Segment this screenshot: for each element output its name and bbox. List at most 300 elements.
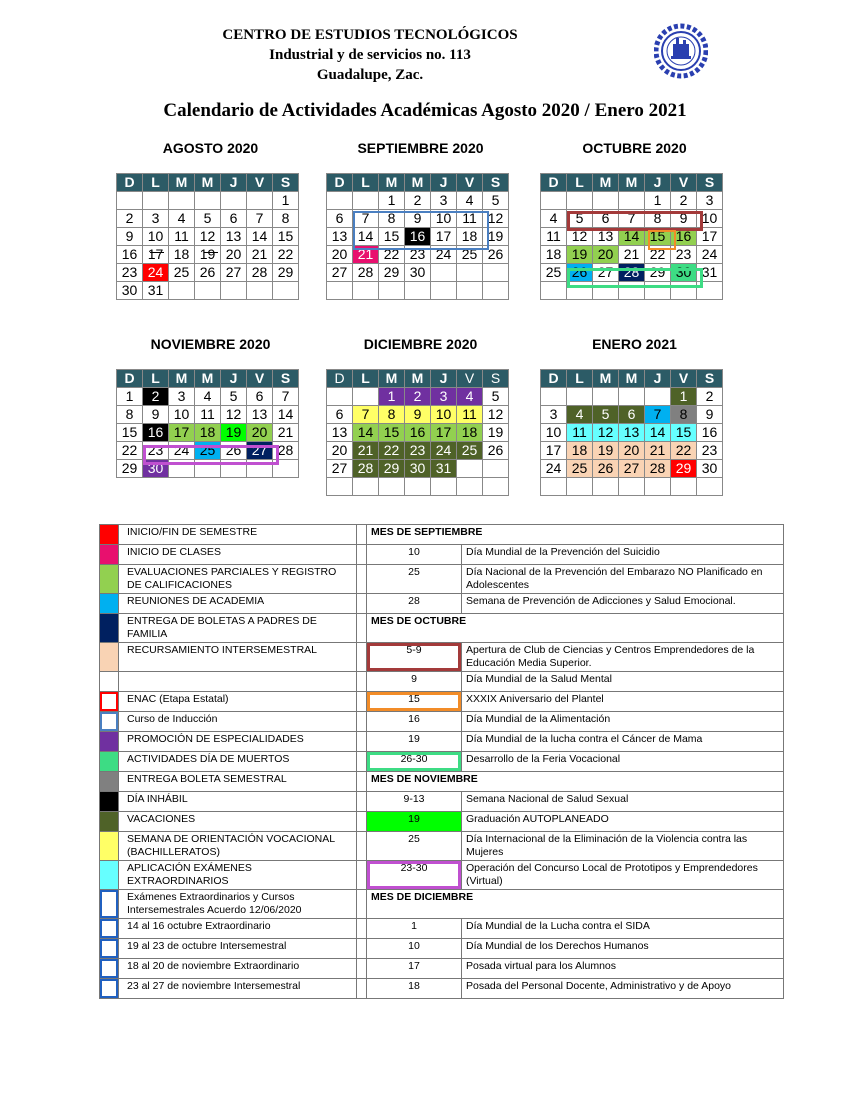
day-cell: 21 — [273, 424, 299, 442]
month-title: AGOSTO 2020 — [162, 140, 259, 156]
legend-row — [100, 772, 784, 792]
day-header: J — [431, 370, 457, 388]
legend-row — [100, 959, 784, 979]
day-header: V — [457, 370, 483, 388]
day-cell: 28 — [619, 264, 645, 282]
month-grid — [326, 369, 509, 496]
day-cell: 12 — [483, 406, 509, 424]
legend-label: RECURSAMIENTO INTERSEMESTRAL — [119, 643, 357, 672]
day-cell — [379, 478, 405, 496]
legend-label: 18 al 20 de noviembre Extraordinario — [119, 959, 357, 979]
day-cell: 8 — [379, 210, 405, 228]
day-cell: 30 — [117, 282, 143, 300]
legend-spacer — [357, 959, 367, 979]
day-cell: 24 — [169, 442, 195, 460]
day-cell: 19 — [221, 424, 247, 442]
day-cell: 10 — [431, 406, 457, 424]
event-description: Día Mundial de los Derechos Humanos — [462, 939, 784, 959]
event-date: 18 — [367, 979, 462, 999]
legend-table — [99, 524, 784, 999]
day-cell — [541, 478, 567, 496]
day-cell: 19 — [483, 424, 509, 442]
event-description: XXXIX Aniversario del Plantel — [462, 692, 784, 712]
day-cell: 15 — [379, 424, 405, 442]
legend-row — [100, 545, 784, 565]
day-cell: 5 — [593, 406, 619, 424]
day-cell: 8 — [645, 210, 671, 228]
legend-label: PROMOCIÓN DE ESPECIALIDADES — [119, 732, 357, 752]
event-description: Día Mundial de la lucha contra el Cáncer de Mama — [462, 732, 784, 752]
day-cell — [541, 192, 567, 210]
event-date: 23-30 — [367, 861, 462, 890]
school-location: Guadalupe, Zac. — [316, 67, 424, 83]
day-cell: 27 — [221, 264, 247, 282]
day-cell: 17 — [143, 246, 169, 264]
day-cell: 31 — [431, 460, 457, 478]
legend-spacer — [357, 565, 367, 594]
day-cell — [619, 388, 645, 406]
day-header: J — [645, 174, 671, 192]
legend-label: APLICACIÓN EXÁMENES EXTRAORDINARIOS — [119, 861, 357, 890]
legend-spacer — [357, 672, 367, 692]
day-cell: 23 — [117, 264, 143, 282]
day-cell — [247, 192, 273, 210]
day-cell: 8 — [379, 406, 405, 424]
legend-swatch — [100, 732, 119, 752]
day-cell — [379, 282, 405, 300]
day-cell: 12 — [221, 406, 247, 424]
legend-spacer — [357, 643, 367, 672]
day-cell: 5 — [221, 388, 247, 406]
day-cell: 15 — [273, 228, 299, 246]
day-cell: 7 — [619, 210, 645, 228]
day-cell: 6 — [619, 406, 645, 424]
month-title: OCTUBRE 2020 — [582, 140, 687, 156]
day-cell: 6 — [593, 210, 619, 228]
day-cell — [327, 192, 353, 210]
event-description: Día Internacional de la Eliminación de la Violencia contra las Mujeres — [462, 832, 784, 861]
legend-label: Curso de Inducción — [119, 712, 357, 732]
event-description: Día Mundial de la Prevención del Suicidio — [462, 545, 784, 565]
day-cell: 14 — [619, 228, 645, 246]
day-cell: 17 — [431, 424, 457, 442]
legend-spacer — [357, 861, 367, 890]
day-header: S — [483, 174, 509, 192]
day-cell: 17 — [169, 424, 195, 442]
day-cell — [327, 478, 353, 496]
day-cell: 26 — [483, 442, 509, 460]
legend-label: ACTIVIDADES DÍA DE MUERTOS — [119, 752, 357, 772]
day-header: S — [697, 370, 723, 388]
day-cell — [353, 282, 379, 300]
day-cell — [169, 460, 195, 478]
day-cell: 3 — [541, 406, 567, 424]
event-description: Día Mundial de la Salud Mental — [462, 672, 784, 692]
day-cell — [457, 460, 483, 478]
legend-label: INICIO/FIN DE SEMESTRE — [119, 525, 357, 545]
legend-label: SEMANA DE ORIENTACIÓN VOCACIONAL (BACHILLERATOS) — [119, 832, 357, 861]
day-cell: 12 — [593, 424, 619, 442]
day-header: S — [483, 370, 509, 388]
legend-label: 14 al 16 octubre Extraordinario — [119, 919, 357, 939]
day-cell — [273, 282, 299, 300]
day-cell — [457, 264, 483, 282]
day-header: L — [143, 370, 169, 388]
day-cell — [431, 478, 457, 496]
day-cell — [671, 282, 697, 300]
day-header: V — [457, 174, 483, 192]
day-cell — [327, 388, 353, 406]
day-cell: 9 — [405, 210, 431, 228]
month-section-header: MES DE SEPTIEMBRE — [367, 525, 784, 545]
day-cell: 26 — [483, 246, 509, 264]
day-cell: 30 — [671, 264, 697, 282]
day-cell: 4 — [169, 210, 195, 228]
event-date: 15 — [367, 692, 462, 712]
legend-row — [100, 692, 784, 712]
day-cell: 14 — [353, 424, 379, 442]
day-cell — [457, 478, 483, 496]
day-cell: 23 — [405, 246, 431, 264]
day-cell: 5 — [483, 388, 509, 406]
day-cell: 1 — [273, 192, 299, 210]
legend-swatch — [100, 565, 119, 594]
day-cell: 29 — [117, 460, 143, 478]
day-header: M — [195, 370, 221, 388]
month-title: NOVIEMBRE 2020 — [150, 336, 271, 352]
day-cell: 9 — [143, 406, 169, 424]
legend-spacer — [357, 712, 367, 732]
day-header: S — [273, 370, 299, 388]
day-cell — [645, 282, 671, 300]
day-header: D — [327, 174, 353, 192]
day-cell: 18 — [195, 424, 221, 442]
day-cell — [619, 282, 645, 300]
day-cell: 1 — [117, 388, 143, 406]
day-cell — [697, 282, 723, 300]
legend-label: ENTREGA DE BOLETAS A PADRES DE FAMILIA — [119, 614, 357, 643]
month-title: SEPTIEMBRE 2020 — [357, 140, 484, 156]
school-name: CENTRO DE ESTUDIOS TECNOLÓGICOS — [222, 27, 518, 43]
underline-19 — [204, 252, 218, 253]
legend-swatch — [100, 672, 119, 692]
month-title: DICIEMBRE 2020 — [363, 336, 478, 352]
day-cell — [247, 460, 273, 478]
event-date: 16 — [367, 712, 462, 732]
day-cell: 13 — [327, 424, 353, 442]
day-cell — [483, 460, 509, 478]
day-cell: 4 — [457, 388, 483, 406]
day-cell: 22 — [117, 442, 143, 460]
day-cell: 26 — [567, 264, 593, 282]
day-cell: 18 — [567, 442, 593, 460]
day-cell: 5 — [483, 192, 509, 210]
day-cell: 17 — [431, 228, 457, 246]
day-cell — [483, 478, 509, 496]
legend-spacer — [357, 919, 367, 939]
day-cell: 10 — [143, 228, 169, 246]
day-cell — [697, 478, 723, 496]
month-section-header: MES DE DICIEMBRE — [367, 890, 784, 919]
day-cell: 16 — [697, 424, 723, 442]
legend-label: EVALUACIONES PARCIALES Y REGISTRO DE CALIFICACIONES — [119, 565, 357, 594]
day-cell — [353, 478, 379, 496]
legend-spacer — [357, 692, 367, 712]
day-cell: 2 — [697, 388, 723, 406]
legend-row — [100, 832, 784, 861]
day-cell: 16 — [671, 228, 697, 246]
page-title: Calendario de Actividades Académicas Agosto 2020 / Enero 2021 — [163, 100, 687, 121]
day-cell: 2 — [143, 388, 169, 406]
day-cell: 23 — [671, 246, 697, 264]
day-cell: 19 — [567, 246, 593, 264]
legend-spacer — [357, 594, 367, 614]
school-subtitle: Industrial y de servicios no. 113 — [269, 47, 471, 63]
day-cell: 14 — [645, 424, 671, 442]
day-cell: 18 — [457, 424, 483, 442]
day-cell: 16 — [117, 246, 143, 264]
day-cell: 2 — [117, 210, 143, 228]
day-cell: 25 — [457, 442, 483, 460]
day-cell: 11 — [169, 228, 195, 246]
legend-row — [100, 643, 784, 672]
legend-swatch — [100, 614, 119, 643]
day-cell: 27 — [327, 460, 353, 478]
day-header: L — [353, 370, 379, 388]
legend-label: VACACIONES — [119, 812, 357, 832]
day-cell: 9 — [671, 210, 697, 228]
month-grid — [116, 173, 299, 300]
legend-spacer — [357, 979, 367, 999]
legend-swatch — [100, 792, 119, 812]
day-cell: 10 — [169, 406, 195, 424]
event-date: 9 — [367, 672, 462, 692]
day-header: M — [169, 370, 195, 388]
day-cell — [457, 282, 483, 300]
day-cell — [405, 282, 431, 300]
day-cell — [619, 478, 645, 496]
day-cell — [431, 264, 457, 282]
event-description: Día Nacional de la Prevención del Embarazo NO Planificado en Adolescentes — [462, 565, 784, 594]
day-cell: 1 — [379, 388, 405, 406]
day-cell: 26 — [195, 264, 221, 282]
day-cell — [567, 388, 593, 406]
legend-spacer — [357, 772, 367, 792]
day-cell: 22 — [645, 246, 671, 264]
day-header: L — [143, 174, 169, 192]
day-cell: 14 — [353, 228, 379, 246]
month-grid — [540, 369, 723, 496]
legend-swatch — [100, 832, 119, 861]
legend-row — [100, 672, 784, 692]
month-grid — [326, 173, 509, 300]
day-cell: 14 — [273, 406, 299, 424]
day-cell — [593, 478, 619, 496]
day-cell: 9 — [117, 228, 143, 246]
day-cell: 23 — [405, 442, 431, 460]
day-cell: 18 — [169, 246, 195, 264]
day-cell: 31 — [697, 264, 723, 282]
day-cell: 17 — [697, 228, 723, 246]
day-header: V — [247, 370, 273, 388]
day-cell: 25 — [169, 264, 195, 282]
day-cell: 29 — [671, 460, 697, 478]
event-date: 26-30 — [367, 752, 462, 772]
day-cell: 29 — [273, 264, 299, 282]
day-cell — [593, 282, 619, 300]
day-cell: 11 — [457, 406, 483, 424]
legend-row — [100, 525, 784, 545]
legend-row — [100, 732, 784, 752]
legend-swatch — [100, 752, 119, 772]
legend-label: REUNIONES DE ACADEMIA — [119, 594, 357, 614]
legend-swatch — [100, 979, 119, 999]
day-cell — [431, 282, 457, 300]
day-cell: 30 — [405, 460, 431, 478]
day-cell: 13 — [593, 228, 619, 246]
day-cell — [645, 478, 671, 496]
day-cell — [671, 478, 697, 496]
day-cell: 20 — [327, 246, 353, 264]
day-cell — [195, 282, 221, 300]
event-date: 9-13 — [367, 792, 462, 812]
day-cell — [169, 282, 195, 300]
day-header: M — [379, 370, 405, 388]
day-cell: 5 — [567, 210, 593, 228]
legend-spacer — [357, 525, 367, 545]
day-cell: 27 — [247, 442, 273, 460]
month-section-header: MES DE OCTUBRE — [367, 614, 784, 643]
day-cell: 17 — [541, 442, 567, 460]
legend-swatch — [100, 525, 119, 545]
day-cell: 21 — [645, 442, 671, 460]
legend-row — [100, 919, 784, 939]
day-header: J — [431, 174, 457, 192]
legend-label: 23 al 27 de noviembre Intersemestral — [119, 979, 357, 999]
legend-spacer — [357, 545, 367, 565]
day-cell — [483, 282, 509, 300]
day-cell — [619, 192, 645, 210]
day-cell: 3 — [697, 192, 723, 210]
day-header: M — [619, 370, 645, 388]
day-cell: 24 — [143, 264, 169, 282]
day-cell: 13 — [619, 424, 645, 442]
legend-label: 19 al 23 de octubre Intersemestral — [119, 939, 357, 959]
day-cell: 24 — [431, 246, 457, 264]
legend-swatch — [100, 594, 119, 614]
day-cell: 16 — [405, 424, 431, 442]
day-cell: 24 — [431, 442, 457, 460]
day-cell — [483, 264, 509, 282]
day-cell: 21 — [247, 246, 273, 264]
day-cell — [169, 192, 195, 210]
day-cell — [567, 282, 593, 300]
day-cell: 22 — [379, 442, 405, 460]
event-date: 1 — [367, 919, 462, 939]
day-cell: 21 — [353, 246, 379, 264]
day-cell: 8 — [671, 406, 697, 424]
day-cell: 7 — [353, 210, 379, 228]
day-cell: 13 — [247, 406, 273, 424]
day-cell: 10 — [431, 210, 457, 228]
day-cell: 20 — [327, 442, 353, 460]
day-header: L — [567, 174, 593, 192]
legend-swatch — [100, 812, 119, 832]
day-cell: 20 — [593, 246, 619, 264]
day-cell: 22 — [379, 246, 405, 264]
day-cell: 16 — [143, 424, 169, 442]
legend-row — [100, 890, 784, 919]
day-cell: 12 — [483, 210, 509, 228]
day-header: V — [247, 174, 273, 192]
day-header: M — [593, 370, 619, 388]
day-cell: 25 — [195, 442, 221, 460]
day-header: L — [353, 174, 379, 192]
day-cell: 2 — [405, 192, 431, 210]
day-cell: 11 — [541, 228, 567, 246]
day-cell — [353, 192, 379, 210]
day-cell: 26 — [221, 442, 247, 460]
day-cell: 12 — [567, 228, 593, 246]
legend-spacer — [357, 832, 367, 861]
legend-swatch — [100, 939, 119, 959]
day-cell: 25 — [567, 460, 593, 478]
day-header: M — [195, 174, 221, 192]
legend-row — [100, 861, 784, 890]
day-header: J — [645, 370, 671, 388]
legend-label: DÍA INHÁBIL — [119, 792, 357, 812]
day-header: D — [541, 174, 567, 192]
day-header: M — [405, 174, 431, 192]
day-cell: 3 — [431, 192, 457, 210]
event-description: Apertura de Club de Ciencias y Centros Emprendedores de la Educación Media Superior. — [462, 643, 784, 672]
month-grid — [540, 173, 723, 300]
day-header: M — [593, 174, 619, 192]
day-cell: 6 — [221, 210, 247, 228]
legend-swatch — [100, 890, 119, 919]
day-cell — [405, 478, 431, 496]
legend-swatch — [100, 692, 119, 712]
day-cell — [143, 192, 169, 210]
day-cell: 15 — [379, 228, 405, 246]
day-header: J — [221, 370, 247, 388]
day-cell: 18 — [457, 228, 483, 246]
day-header: D — [117, 370, 143, 388]
event-date: 19 — [367, 812, 462, 832]
event-description: Graduación AUTOPLANEADO — [462, 812, 784, 832]
legend-spacer — [357, 614, 367, 643]
day-cell: 29 — [379, 460, 405, 478]
day-cell: 25 — [541, 264, 567, 282]
day-cell: 28 — [353, 460, 379, 478]
day-cell: 25 — [457, 246, 483, 264]
day-cell: 15 — [671, 424, 697, 442]
day-cell: 19 — [483, 228, 509, 246]
day-cell: 3 — [169, 388, 195, 406]
day-header: M — [169, 174, 195, 192]
day-header: S — [697, 174, 723, 192]
event-description: Día Mundial de la Alimentación — [462, 712, 784, 732]
day-cell: 7 — [247, 210, 273, 228]
legend-row — [100, 752, 784, 772]
event-description: Desarrollo de la Feria Vocacional — [462, 752, 784, 772]
day-cell: 10 — [697, 210, 723, 228]
legend-row — [100, 594, 784, 614]
event-description: Día Mundial de la Lucha contra el SIDA — [462, 919, 784, 939]
day-cell — [221, 460, 247, 478]
day-cell: 28 — [353, 264, 379, 282]
day-header: D — [117, 174, 143, 192]
